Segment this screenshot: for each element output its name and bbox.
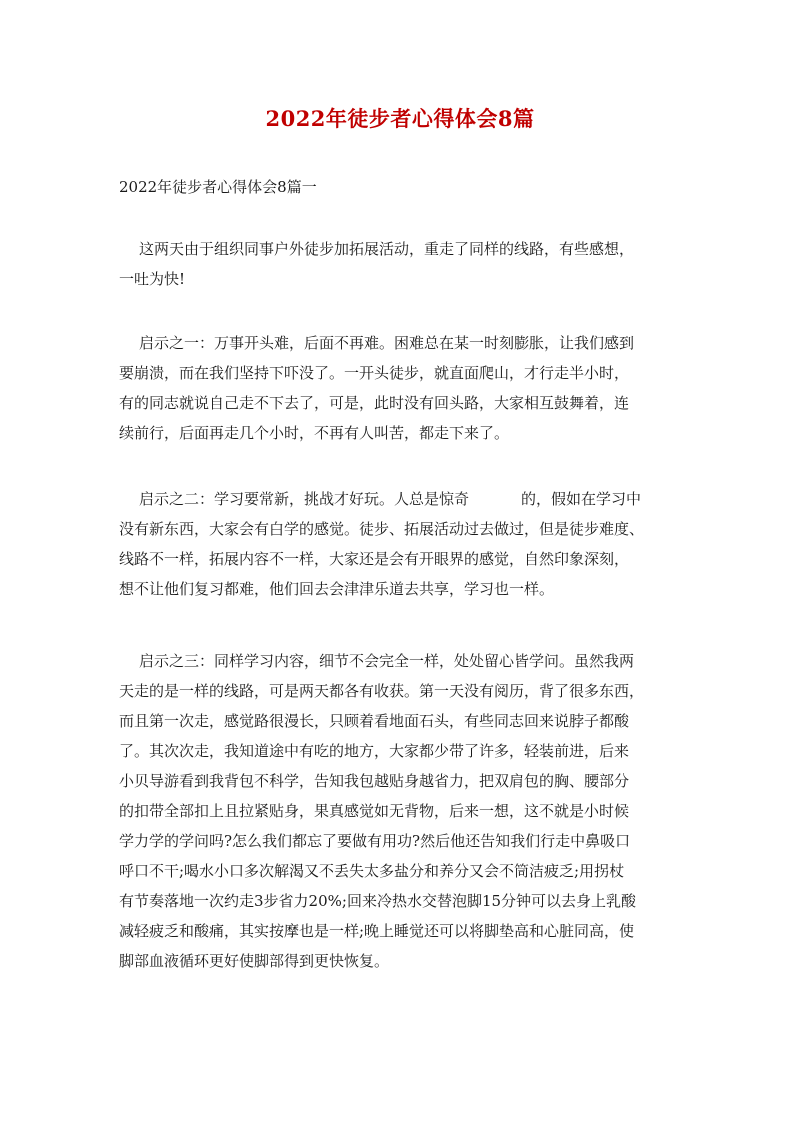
paragraph-line: 续前行，后面再走几个小时，不再有人叫苦，都走下来了。 (119, 424, 510, 442)
document-title: 2022年徒步者心得体会8篇 (265, 106, 535, 131)
line-segment: 启示之二：学习要常新，挑战才好玩。人总是惊奇 (139, 490, 470, 508)
paragraph-insight-one (119, 328, 699, 448)
paragraph-line: 有节奏落地一次约走3步省力20%;回来冷热水交替泡脚15分钟可以去身上乳酸 (119, 892, 637, 910)
paragraph-line: 学力学的学问吗?怎么我们都忘了要做有用功?然后他还告知我们行走中鼻吸口 (119, 832, 631, 850)
paragraph-line: 没有新东西，大家会有白学的感觉。徒步、拓展活动过去做过，但是徒步难度、 (119, 520, 645, 538)
paragraph-line: 天走的是一样的线路，可是两天都各有收获。第一天没有阅历，背了很多东西， (119, 682, 645, 700)
paragraph-line: 呼口不干;喝水小口多次解渴又不丢失太多盐分和养分又会不筒洁疲乏;用拐杖 (119, 862, 625, 880)
paragraph-insight-two (119, 484, 699, 604)
paragraph-line (119, 484, 699, 514)
paragraph-intro (119, 234, 699, 294)
paragraph-line: 启示之一：万事开头难，后面不再难。困难总在某一时刻膨胀，让我们感到 (139, 334, 635, 352)
paragraph-line: 而且第一次走，感觉路很漫长，只顾着看地面石头，有些同志回来说脖子都酸 (119, 712, 630, 730)
paragraph-line: 线路不一样，拓展内容不一样，大家还是会有开眼界的感觉，自然印象深刻， (119, 550, 630, 568)
paragraph-line: 了。其次次走，我知道途中有吃的地方，大家都少带了许多，轻装前进，后来 (119, 742, 630, 760)
paragraph-line: 一吐为快! (119, 270, 186, 288)
paragraph-line: 脚部血液循环更好使脚部得到更快恢复。 (119, 952, 390, 970)
line-segment: 的，假如在学习中 (521, 490, 642, 508)
paragraph-line: 的扣带全部扣上且拉紧贴身，果真感觉如无背物，后来一想，这不就是小时候 (119, 802, 630, 820)
paragraph-line: 小贝导游看到我背包不科学，告知我包越贴身越省力，把双肩包的胸、腰部分 (119, 772, 630, 790)
document-subtitle: 2022年徒步者心得体会8篇一 (119, 178, 317, 196)
paragraph-line: 想不让他们复习都难，他们回去会津津乐道去共享，学习也一样。 (119, 580, 555, 598)
paragraph-line: 有的同志就说自己走不下去了，可是，此时没有回头路，大家相互鼓舞着，连 (119, 394, 630, 412)
paragraph-line: 要崩溃，而在我们坚持下吓没了。一开头徒步，就直面爬山，才行走半小时， (119, 364, 630, 382)
paragraph-insight-three (119, 646, 699, 976)
paragraph-line: 启示之三：同样学习内容，细节不会完全一样，处处留心皆学问。虽然我两 (139, 652, 635, 670)
paragraph-line: 这两天由于组织同事户外徒步加拓展活动，重走了同样的线路，有些感想， (139, 240, 635, 258)
paragraph-line: 减轻疲乏和酸痛，其实按摩也是一样;晚上睡觉还可以将脚垫高和心脏同高，使 (119, 922, 635, 940)
